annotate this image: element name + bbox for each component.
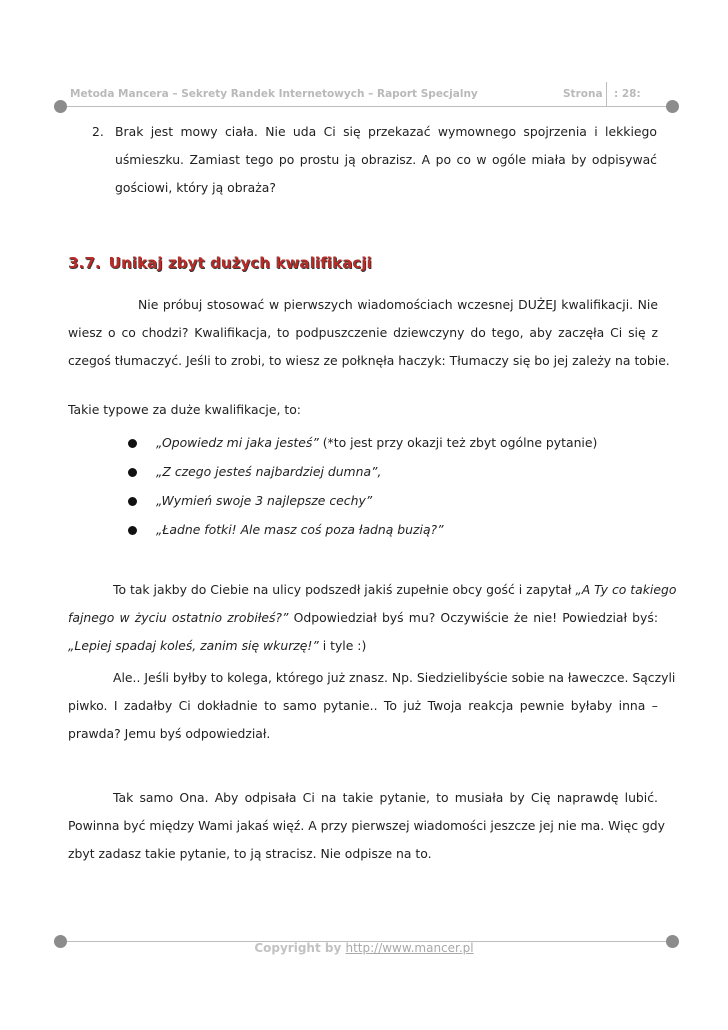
header-left-dot <box>54 100 67 113</box>
paragraph-line: wiesz o co chodzi? Kwalifikacja, to podpuszczenie dziewczyny do tego, aby zaczęła Ci się z <box>68 325 658 340</box>
paragraph-line: prawda? Jemu byś odpowiedział. <box>68 726 271 741</box>
paragraph-qualification-intro <box>68 291 670 375</box>
header-right-dot <box>666 100 679 113</box>
section-heading <box>68 254 372 272</box>
paragraph-line: Tak samo Ona. Aby odpisała Ci na takie pytanie, to musiała by Cię naprawdę lubić. <box>113 790 658 805</box>
paragraph-line: Nie próbuj stosować w pierwszych wiadomościach wczesnej DUŻEJ kwalifikacji. Nie <box>138 297 658 312</box>
section-number: 3.7. <box>68 254 101 272</box>
paragraph-quote: „Lepiej spadaj koleś, zanim się wkurzę!” <box>68 638 319 653</box>
bullet-quote: „Wymień swoje 3 najlepsze cechy” <box>156 493 373 508</box>
bullet-icon <box>128 439 137 448</box>
paragraph-line: Powinna być między Wami jakaś więź. A przy pierwszej wiadomości jeszcze jej nie ma. Więc gdy <box>68 818 666 833</box>
paragraph-text: To tak jakby do Ciebie na ulicy podszedł jakiś zupełnie obcy gość i zapytał <box>113 582 576 597</box>
bullet-quote: „Ładne fotki! Ale masz coś poza ładną buzią?” <box>156 522 444 537</box>
page-label: Strona <box>563 88 603 100</box>
bullet-icon <box>128 468 137 477</box>
item-line: uśmieszku. Zamiast tego po prostu ją obrazisz. A po co w ogóle miała by odpisywać <box>115 152 657 167</box>
paragraph-line: Takie typowe za duże kwalifikacje, to: <box>68 402 301 417</box>
paragraph-line: Ale.. Jeśli byłby to kolega, którego już znasz. Np. Siedzielibyście sobie na ławeczce. Sączyli <box>113 670 676 685</box>
paragraph-text: i tyle :) <box>318 638 367 653</box>
bullet-icon <box>128 497 137 506</box>
item-line: Brak jest mowy ciała. Nie uda Ci się przekazać wymownego spojrzenia i lekkiego <box>115 124 657 139</box>
website-link[interactable]: http://www.mancer.pl <box>345 941 474 955</box>
header-rule <box>60 106 672 107</box>
paragraph-stranger-example <box>68 576 677 660</box>
copyright-label: Copyright by <box>254 941 346 955</box>
bullet-note: (*to jest przy okazji też zbyt ogólne pytanie) <box>318 435 598 450</box>
section-title: Unikaj zbyt dużych kwalifikacji <box>108 254 372 272</box>
paragraph-quote: „A Ty co takiego <box>575 582 677 597</box>
header-divider <box>606 82 607 106</box>
page-number: : 28: <box>614 88 641 100</box>
paragraph-quote: fajnego w życiu ostatnio zrobiłeś?” <box>68 610 289 625</box>
bullet-quote: „Z czego jesteś najbardziej dumna”, <box>156 464 382 479</box>
bullet-quote: „Opowiedz mi jaka jesteś” <box>156 435 319 450</box>
paragraph-line: zbyt zadasz takie pytanie, to ją stracisz. Nie odpisze na to. <box>68 846 432 861</box>
paragraph-friend-example <box>68 664 676 748</box>
paragraph-text: Odpowiedział byś mu? Oczywiście że nie! Powiedział byś: <box>288 610 658 625</box>
item-line: gościowi, który ją obraża? <box>115 180 276 195</box>
paragraph-typical-list-intro <box>68 396 658 424</box>
item-number: 2. <box>92 124 104 139</box>
paragraph-conclusion <box>68 784 666 868</box>
paragraph-line: piwko. I zadałby Ci dokładnie to samo pytanie.. To już Twoja reakcja pewnie byłaby inna – <box>68 698 658 713</box>
footer-copyright <box>0 941 728 955</box>
bullet-icon <box>128 526 137 535</box>
document-header-title: Metoda Mancera – Sekrety Randek Internetowych – Raport Specjalny <box>70 88 478 100</box>
paragraph-line: czegoś tłumaczyć. Jeśli to zrobi, to wiesz ze połknęła haczyk: Tłumaczy się bo jej zależy na tobie. <box>68 353 670 368</box>
